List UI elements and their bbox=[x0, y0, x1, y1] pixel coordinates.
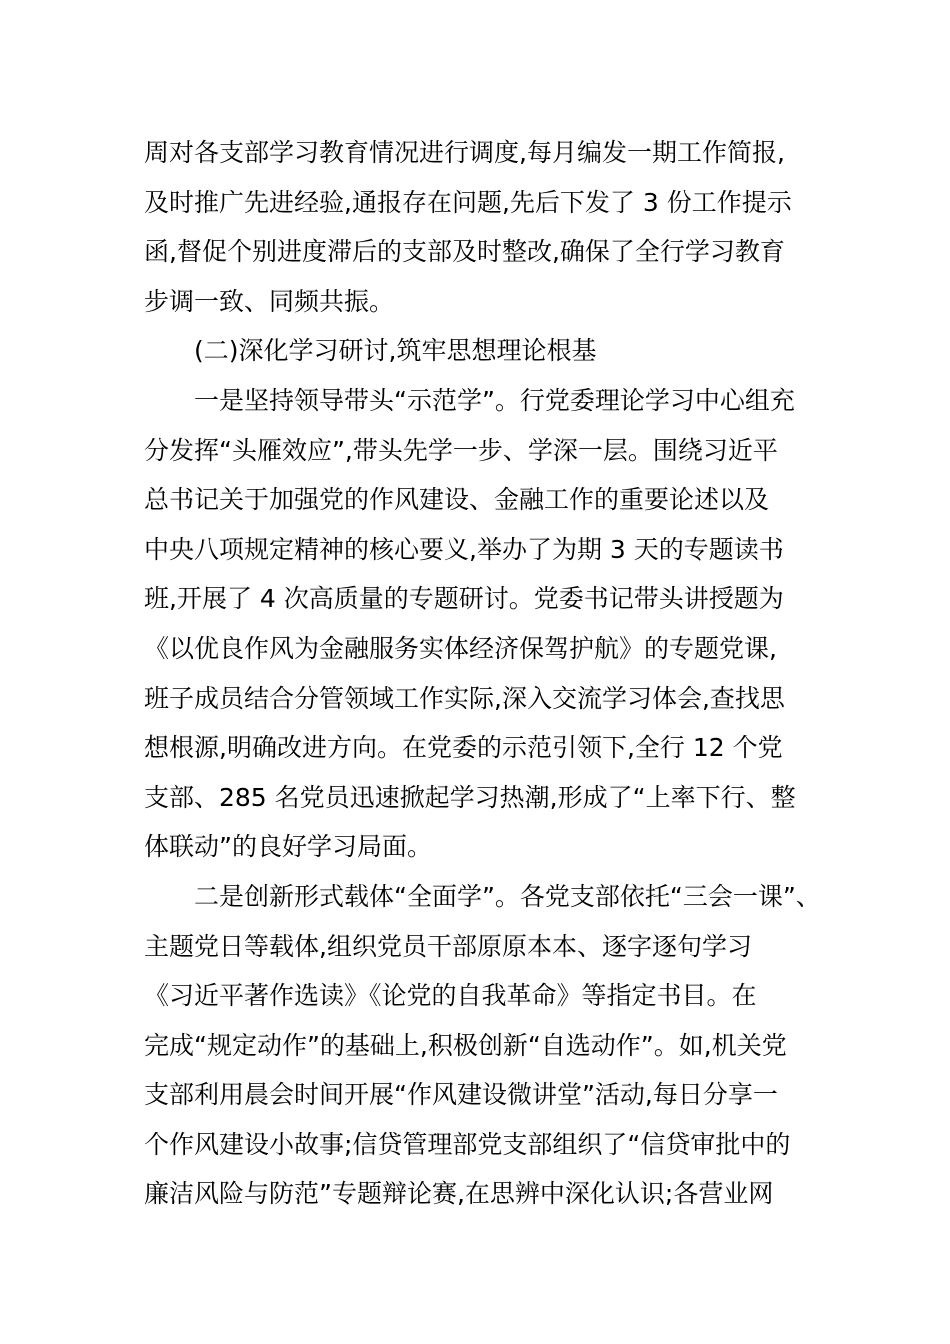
text-line: 总书记关于加强党的作风建设、金融工作的重要论述以及 bbox=[144, 485, 770, 515]
section-heading: (二)深化学习研讨,筑牢思想理论根基 bbox=[194, 336, 597, 366]
text-line: 班子成员结合分管领域工作实际,深入交流学习体会,查找思 bbox=[144, 683, 785, 713]
text-line: 个作风建设小故事;信贷管理部党支部组织了“信贷审批中的 bbox=[144, 1129, 791, 1159]
text-line: 步调一致、同频共振。 bbox=[144, 286, 395, 316]
text-line: 想根源,明确改进方向。在党委的示范引领下,全行 12 个党 bbox=[144, 733, 783, 763]
text-line: 廉洁风险与防范”专题辩论赛,在思辨中深化认识;各营业网 bbox=[144, 1179, 774, 1209]
text-line: 主题党日等载体,组织党员干部原原本本、逐字逐句学习 bbox=[144, 931, 752, 961]
body-text bbox=[144, 128, 824, 1219]
text-line: 支部利用晨会时间开展“作风建设微讲堂”活动,每日分享一 bbox=[144, 1080, 778, 1110]
text-line: 《以优良作风为金融服务实体经济保驾护航》的专题党课, bbox=[144, 633, 777, 663]
text-line: 中央八项规定精神的核心要义,举办了为期 3 天的专题读书 bbox=[144, 534, 784, 564]
text-line: 一是坚持领导带头“示范学”。行党委理论学习中心组充 bbox=[194, 385, 795, 415]
text-line: 周对各支部学习教育情况进行调度,每月编发一期工作简报, bbox=[144, 138, 785, 167]
text-line: 支部、285 名党员迅速掀起学习热潮,形成了“上率下行、整 bbox=[144, 782, 796, 812]
text-line: 班,开展了 4 次高质量的专题研讨。党委书记带头讲授题为 bbox=[144, 584, 784, 614]
text-line: 分发挥“头雁效应”,带头先学一步、学深一层。围绕习近平 bbox=[144, 435, 778, 465]
text-line: 体联动”的良好学习局面。 bbox=[144, 832, 432, 862]
text-line: 《习近平著作选读》《论党的自我革命》等指定书目。在 bbox=[144, 981, 757, 1011]
text-line: 完成“规定动作”的基础上,积极创新“自选动作”。如,机关党 bbox=[144, 1030, 787, 1060]
text-line: 函,督促个别进度滞后的支部及时整改,确保了全行学习教育 bbox=[144, 237, 785, 267]
text-line: 及时推广先进经验,通报存在问题,先后下发了 3 份工作提示 bbox=[144, 187, 792, 217]
text-line: 二是创新形式载体“全面学”。各党支部依托“三会一课”、 bbox=[194, 881, 821, 911]
